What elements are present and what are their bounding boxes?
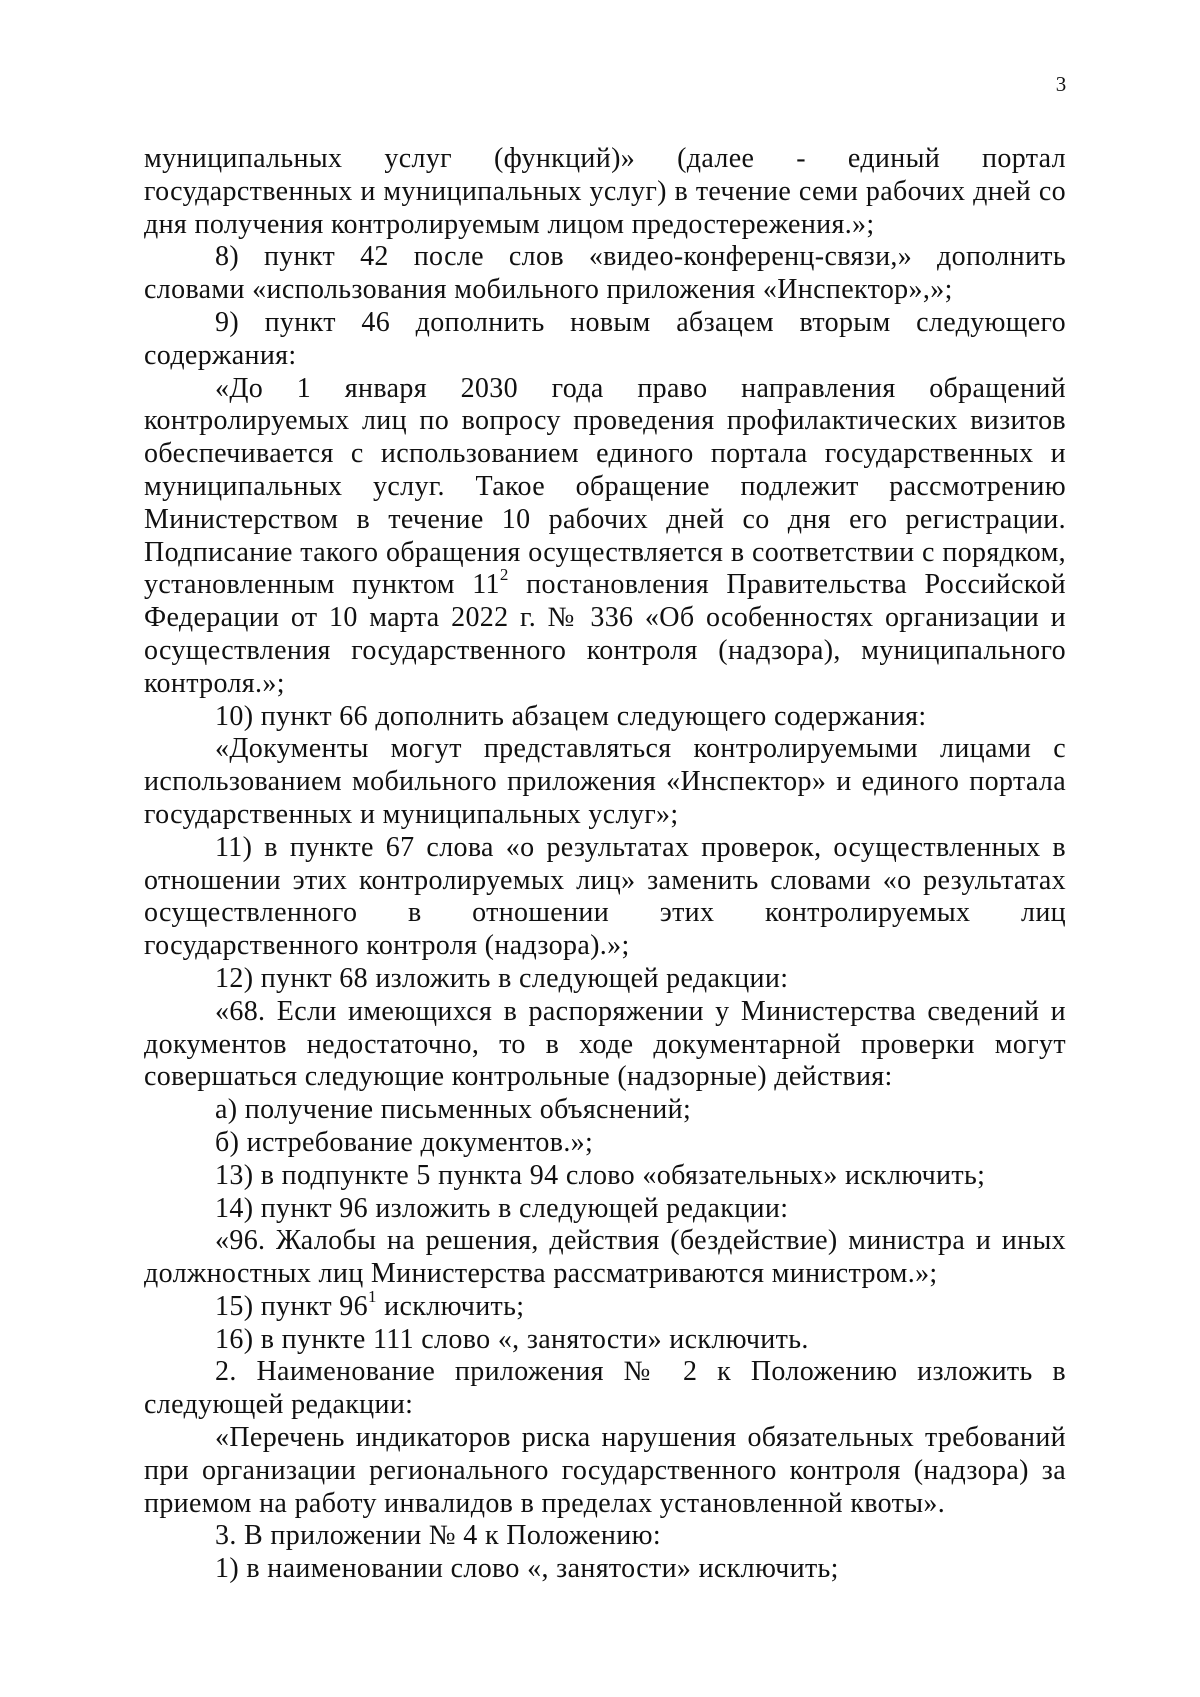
paragraph-subitem-a: а) получение письменных объяснений;	[215, 1094, 692, 1126]
paragraph-item-9: 9) пункт 46 дополнить новым абзацем вторым следующего содержания:	[144, 306, 1066, 371]
superscript-1: 1	[367, 1286, 377, 1306]
paragraph-item-15-text-b: исключить;	[376, 1290, 525, 1322]
paragraph-quote-list-title: «Перечень индикаторов риска нарушения обязательных требований при организации регионального государственного контроля (надзора) за приемом на работу инвалидов в пределах установленной квоты».	[144, 1422, 1066, 1519]
paragraph-continuation: муниципальных услуг (функций)» (далее - единый портал государственных и муниципальных услуг) в течение семи рабочих дней со дня получения контролируемым лицом предостережения.»;	[144, 143, 1066, 240]
paragraph-item-12: 12) пункт 68 изложить в следующей редакции:	[215, 962, 789, 994]
paragraph-quote-2030-text-b: постановления Правительства Российской Федерации от 10 марта 2022 г. № 336 «Об особенностях организации и осуществления государственного контроля (надзора), муниципального контроля.»;	[144, 569, 1066, 699]
paragraph-item-11: 11) в пункте 67 слова «о результатах проверок, осуществленных в отношении этих контролируемых лиц» заменить словами «о результатах осуществленного в отношении этих контролируемых лиц государственного контроля (надзора).»;	[144, 831, 1066, 962]
paragraph-section-2: 2. Наименование приложения № 2 к Положению изложить в следующей редакции:	[144, 1356, 1066, 1421]
paragraph-item-10: 10) пункт 66 дополнить абзацем следующего содержания:	[215, 700, 927, 732]
superscript-2: 2	[499, 565, 509, 585]
paragraph-quote-documents: «Документы могут представляться контролируемыми лицами с использованием мобильного приложения «Инспектор» и единого портала государственных и муниципальных услуг»;	[144, 733, 1066, 830]
paragraph-quote-68: «68. Если имеющихся в распоряжении у Министерства сведений и документов недостаточно, то в ходе документарной проверки могут совершаться следующие контрольные (надзорные) действия:	[144, 995, 1066, 1093]
paragraph-item-8: 8) пункт 42 после слов «видео-конференц-связи,» дополнить словами «использования мобильного приложения «Инспектор»,»;	[144, 241, 1066, 306]
paragraph-subitem-b: б) истребование документов.»;	[215, 1126, 594, 1158]
paragraph-quote-2030-text-a: «До 1 января 2030 года право направления обращений контролируемых лиц по вопросу проведения профилактических визитов обеспечивается с использованием единого портала государственных и муниципальных услуг. Такое обращение подлежит рассмотрению Министерством в течение 10 рабочих дней со дня его регистрации. Подписание такого обращения осуществляется в соответствии с порядком, установленным пунктом 11	[144, 372, 1066, 601]
paragraph-quote-2030	[144, 373, 1066, 701]
paragraph-item-15-text-a: 15) пункт 96	[215, 1290, 368, 1322]
paragraph-quote-96: «96. Жалобы на решения, действия (бездействие) министра и иных должностных лиц Министерства рассматриваются министром.»;	[144, 1225, 1066, 1290]
paragraph-section-3-item-1: 1) в наименовании слово «, занятости» исключить;	[215, 1553, 839, 1585]
paragraph-item-14: 14) пункт 96 изложить в следующей редакции:	[215, 1192, 789, 1224]
paragraph-item-13: 13) в подпункте 5 пункта 94 слово «обязательных» исключить;	[215, 1159, 986, 1191]
paragraph-item-16: 16) в пункте 111 слово «, занятости» исключить.	[215, 1323, 809, 1355]
paragraph-section-3: 3. В приложении № 4 к Положению:	[215, 1520, 661, 1552]
page-number: 3	[1055, 72, 1067, 96]
paragraph-item-15	[144, 1286, 1066, 1324]
document-body	[144, 143, 1066, 1586]
